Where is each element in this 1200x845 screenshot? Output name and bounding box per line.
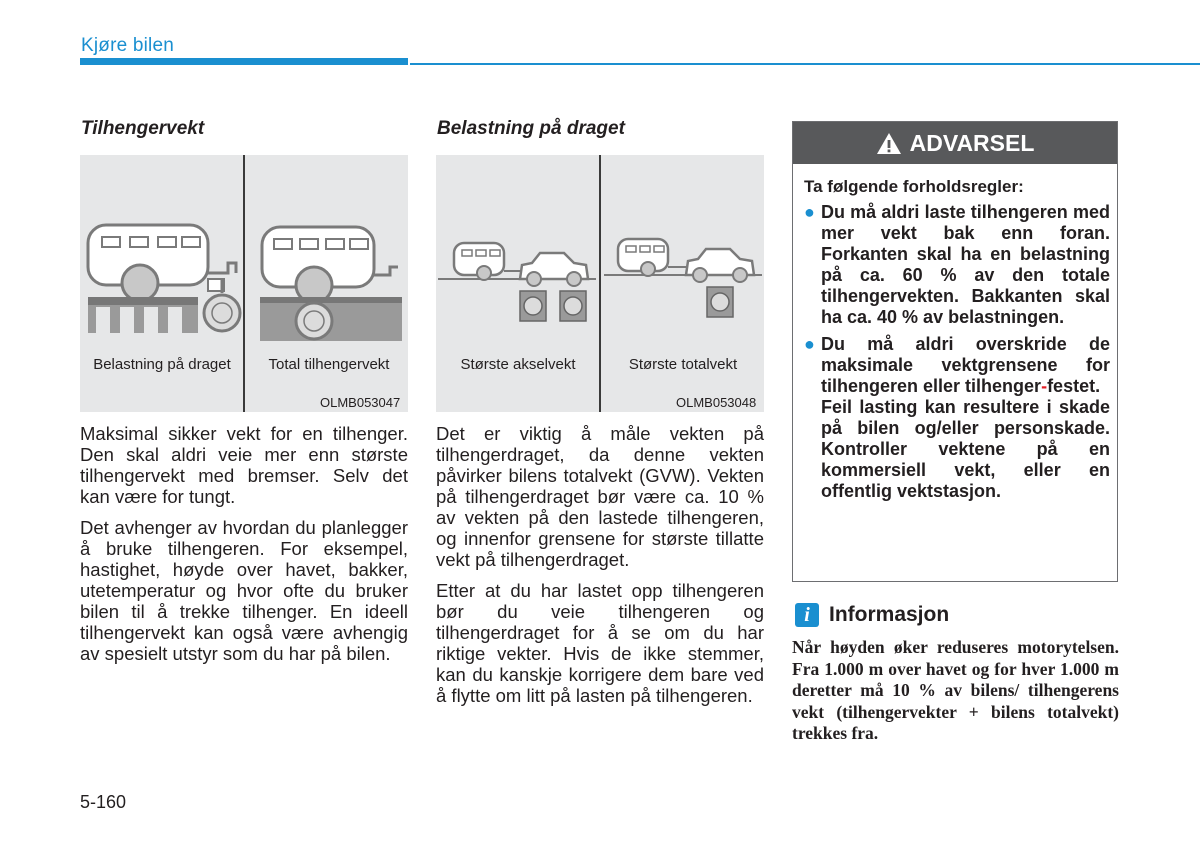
paragraph: Det avhenger av hvordan du planlegger å bruke tilhengeren. For eksempel, hastighet, høyde over havet, bakker, utetemperatur og hvor ofte du bruker bilen til å trekke tilhenger. En ideell tilhengervekt kan også være avhengig av spesielt utstyr som du har på bilen. (80, 517, 408, 664)
warning-item (804, 334, 1110, 502)
warning-item-subtext: Feil lasting kan resultere i skade på bilen og/eller personskade. Kontroller vektene på en kommersiell vekt, eller en offentlig vektstasjon. (821, 397, 1110, 501)
header-rule-thick (80, 58, 408, 65)
trailer-weight-heading: Tilhengervekt (81, 118, 205, 139)
figure-caption-total-trailer-weight: Total tilhengervekt (268, 356, 390, 373)
figure-caption-max-total-weight: Største totalvekt (628, 356, 738, 373)
figure-code: OLMB053047 (320, 395, 401, 410)
figure-caption-max-axle-weight: Største akselvekt (460, 356, 576, 373)
figure-divider (243, 155, 245, 412)
information-title: Informasjon (829, 603, 950, 626)
warning-triangle-icon (876, 132, 902, 155)
warning-item-text: Du må aldri overskride de maksimale vektgrensene for tilhengeren eller tilhenger (821, 334, 1110, 396)
warning-header (793, 122, 1117, 164)
figure-divider (599, 155, 601, 412)
tongue-load-heading: Belastning på draget (437, 118, 625, 139)
warning-box (792, 121, 1118, 582)
header-rule-thin (410, 63, 1200, 65)
paragraph: Maksimal sikker vekt for en tilhenger. Den skal aldri veie mer enn største tilhengervekt med bremser. Selv det kan være for tungt. (80, 423, 408, 507)
warning-item (804, 202, 1110, 328)
figure-code: OLMB053048 (676, 395, 757, 410)
info-icon: i (795, 603, 819, 627)
warning-item-text-end: festet. (1047, 376, 1101, 396)
paragraph: Det er viktig å måle vekten på tilhengerdraget, da denne vekten påvirker bilens totalvekt (GVW). Vekten på tilhengerdraget bør være ca. 10 % av vekten på den lastede tilhengeren, og innenfor grensene for største tillatte vekt på tilhengerdraget. (436, 423, 764, 570)
line-break-hyphen: - (1041, 376, 1048, 396)
section-title: Kjøre bilen (81, 35, 175, 56)
trailer-weight-body (80, 423, 408, 674)
warning-list (804, 202, 1110, 508)
warning-title: ADVARSEL (909, 129, 1035, 156)
warning-intro: Ta følgende forholdsregler: (804, 177, 1024, 196)
warning-item-text: Du må aldri laste tilhengeren med mer vekt bak enn foran. Forkanten skal ha en belastning på ca. 60 % av den totale tilhengervekten. Bakkanten skal ha ca. 40 % av belastningen. (821, 202, 1110, 327)
bullet-icon: ● (804, 202, 815, 222)
tongue-load-figure (436, 155, 764, 412)
bullet-icon: ● (804, 334, 815, 354)
figure-caption-tongue-load: Belastning på draget (93, 356, 231, 373)
page-number: 5-160 (80, 792, 127, 812)
information-heading (795, 603, 949, 627)
information-text: Når høyden øker reduseres motorytelsen. Fra 1.000 m over havet og for hver 1.000 m deretter må 10 % av bilens/ tilhengerens vekt (tilhengervekter + bilens totalvekt) trekkes fra. (792, 637, 1119, 743)
tongue-load-body (436, 423, 764, 716)
paragraph: Etter at du har lastet opp tilhengeren bør du veie tilhengeren og tilhengerdraget for å se om du har riktige vekter. Hvis de ikke stemmer, kan du kanskje korrigere dem bare ved å flytte om litt på lasten på tilhengeren. (436, 580, 764, 706)
trailer-weight-figure (80, 155, 408, 412)
